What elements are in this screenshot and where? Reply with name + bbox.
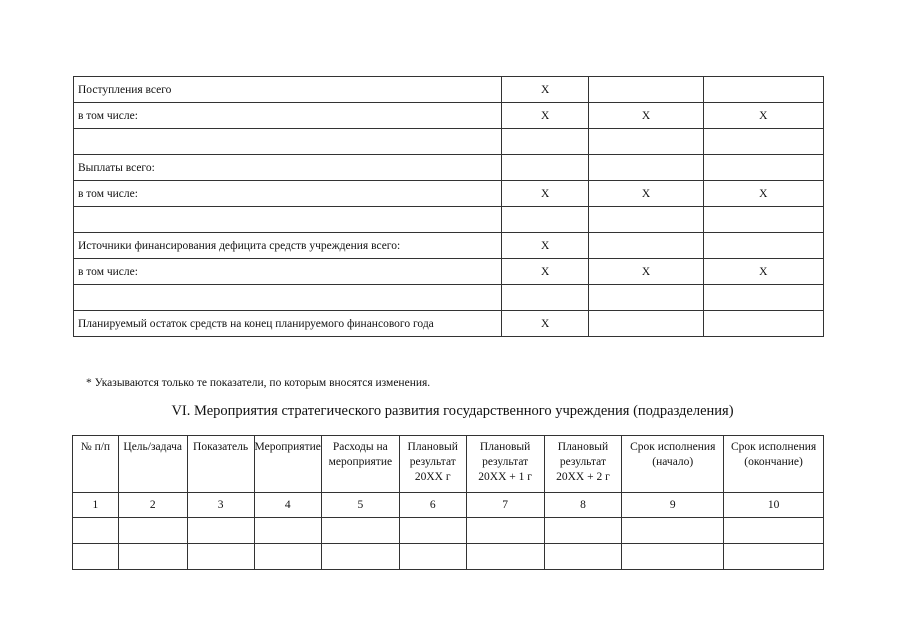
table-row	[73, 544, 824, 570]
cell	[321, 518, 399, 544]
column-number: 10	[724, 493, 824, 518]
column-number: 9	[622, 493, 724, 518]
row-label: Поступления всего	[74, 77, 502, 103]
cell	[501, 129, 589, 155]
cell	[589, 207, 703, 233]
row-label: Выплаты всего:	[74, 155, 502, 181]
table-row	[74, 155, 824, 181]
column-number: 8	[544, 493, 622, 518]
cell: X	[589, 103, 703, 129]
cell: X	[589, 259, 703, 285]
table-row	[74, 285, 824, 311]
cell	[589, 129, 703, 155]
cell	[703, 207, 823, 233]
cell: X	[501, 311, 589, 337]
cell	[589, 77, 703, 103]
cell	[466, 544, 544, 570]
table-row	[74, 311, 824, 337]
cell	[703, 77, 823, 103]
cell	[703, 285, 823, 311]
table-row	[74, 259, 824, 285]
cell: X	[589, 181, 703, 207]
column-header: № п/п	[73, 436, 119, 493]
cell	[703, 233, 823, 259]
column-header: Плановый результат 20XX + 1 г	[466, 436, 544, 493]
cell	[501, 285, 589, 311]
cell: X	[703, 181, 823, 207]
column-number: 2	[118, 493, 187, 518]
row-label: Источники финансирования дефицита средств учреждения всего:	[74, 233, 502, 259]
cell	[703, 311, 823, 337]
cell	[118, 544, 187, 570]
cell	[544, 544, 622, 570]
cell: X	[501, 181, 589, 207]
cell	[622, 544, 724, 570]
row-label: в том числе:	[74, 103, 502, 129]
cell	[254, 518, 321, 544]
cell	[544, 518, 622, 544]
section-title: VI. Мероприятия стратегического развития государственного учреждения (подразделения)	[171, 403, 734, 419]
column-number: 1	[73, 493, 119, 518]
cell	[501, 207, 589, 233]
table-row	[74, 233, 824, 259]
cell: X	[501, 103, 589, 129]
cell	[501, 155, 589, 181]
cell: X	[703, 259, 823, 285]
cell	[724, 544, 824, 570]
table-row	[74, 207, 824, 233]
column-header: Плановый результат 20XX г	[399, 436, 466, 493]
column-number: 6	[399, 493, 466, 518]
column-header: Мероприятие	[254, 436, 321, 493]
table-row	[74, 103, 824, 129]
cell: X	[501, 259, 589, 285]
column-number: 4	[254, 493, 321, 518]
strategic-events-table	[72, 435, 824, 570]
cell	[118, 518, 187, 544]
cell	[321, 544, 399, 570]
cell	[589, 233, 703, 259]
cell	[466, 518, 544, 544]
column-number: 3	[187, 493, 254, 518]
footnote: * Указываются только те показатели, по которым вносятся изменения.	[86, 377, 431, 389]
cell	[589, 155, 703, 181]
cell: X	[703, 103, 823, 129]
column-header: Расходы на мероприятие	[321, 436, 399, 493]
row-label	[74, 207, 502, 233]
column-number: 5	[321, 493, 399, 518]
cell	[724, 518, 824, 544]
cell	[73, 518, 119, 544]
cell	[399, 518, 466, 544]
cell	[589, 285, 703, 311]
cell	[703, 155, 823, 181]
table-row	[74, 77, 824, 103]
column-header: Плановый результат 20XX + 2 г	[544, 436, 622, 493]
row-label	[74, 129, 502, 155]
row-label: в том числе:	[74, 181, 502, 207]
table-row	[74, 129, 824, 155]
cell	[187, 518, 254, 544]
cell	[73, 544, 119, 570]
row-label: Планируемый остаток средств на конец планируемого финансового года	[74, 311, 502, 337]
row-label: в том числе:	[74, 259, 502, 285]
column-number-row	[73, 493, 824, 518]
row-label	[74, 285, 502, 311]
column-header: Цель/задача	[118, 436, 187, 493]
header-row	[73, 436, 824, 493]
financial-summary-table	[73, 76, 824, 337]
table-row	[74, 181, 824, 207]
cell	[703, 129, 823, 155]
cell	[399, 544, 466, 570]
column-number: 7	[466, 493, 544, 518]
column-header: Срок исполнения (окончание)	[724, 436, 824, 493]
column-header: Показатель	[187, 436, 254, 493]
cell	[622, 518, 724, 544]
cell: X	[501, 233, 589, 259]
column-header: Срок исполнения (начало)	[622, 436, 724, 493]
cell	[187, 544, 254, 570]
cell	[254, 544, 321, 570]
cell	[589, 311, 703, 337]
cell: X	[501, 77, 589, 103]
table-row	[73, 518, 824, 544]
